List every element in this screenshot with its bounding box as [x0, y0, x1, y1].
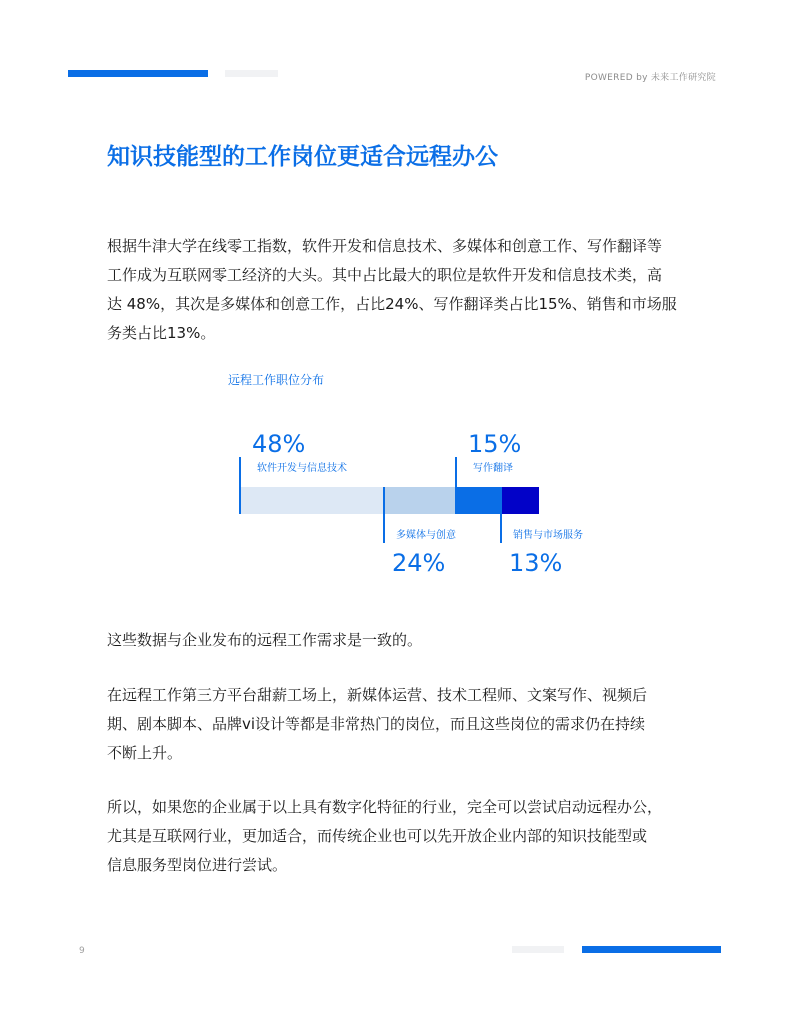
value-label-multimedia: 24%: [392, 549, 446, 577]
paragraph-line: 务类占比13%。: [107, 324, 216, 342]
conclusion-paragraph: [107, 793, 697, 880]
value-label-software: 48%: [252, 430, 306, 458]
paragraph-line: 根据牛津大学在线零工指数，软件开发和信息技术、多媒体和创意工作、写作翻译等: [107, 237, 663, 255]
footer-accent-bar: [582, 946, 721, 953]
tick-multimedia: [383, 487, 385, 543]
powered-by-text: POWERED by 未来工作研究院: [584, 73, 716, 83]
bar-segment-multimedia: [383, 487, 455, 514]
intro-paragraph: [107, 232, 697, 348]
chart-title: 远程工作职位分布: [228, 373, 325, 387]
paragraph-line: 达 48%，其次是多媒体和创意工作，占比24%、写作翻译类占比15%、销售和市场服: [107, 295, 677, 313]
header-muted-bar: [225, 70, 278, 77]
category-label-sales: 销售与市场服务: [513, 530, 583, 541]
bar-segment-software: [239, 487, 383, 514]
platform-paragraph: [107, 681, 697, 768]
tick-sales: [500, 487, 502, 543]
header-accent-bar: [68, 70, 208, 77]
category-label-multimedia: 多媒体与创意: [396, 530, 456, 541]
paragraph-line: 不断上升。: [107, 744, 183, 762]
bar-segment-sales: [500, 487, 539, 514]
tick-software: [239, 457, 241, 514]
value-label-writing: 15%: [468, 430, 522, 458]
paragraph-line: 所以，如果您的企业属于以上具有数字化特征的行业，完全可以尝试启动远程办公，: [107, 798, 663, 816]
category-label-writing: 写作翻译: [473, 463, 513, 474]
value-label-sales: 13%: [509, 549, 563, 577]
paragraph-line: 尤其是互联网行业，更加适合，而传统企业也可以先开放企业内部的知识技能型或: [107, 827, 648, 845]
page-number: 9: [79, 946, 85, 956]
category-label-software: 软件开发与信息技术: [257, 463, 347, 474]
footer-muted-bar: [512, 946, 564, 953]
paragraph-line: 在远程工作第三方平台甜薪工场上，新媒体运营、技术工程师、文案写作、视频后: [107, 686, 648, 704]
consistency-paragraph: 这些数据与企业发布的远程工作需求是一致的。: [107, 631, 423, 649]
paragraph-line: 工作成为互联网零工经济的大头。其中占比最大的职位是软件开发和信息技术类，高: [107, 266, 663, 284]
bar-segment-writing: [455, 487, 500, 514]
page-title: 知识技能型的工作岗位更适合远程办公: [107, 144, 498, 170]
tick-writing: [455, 457, 457, 514]
paragraph-line: 期、剧本脚本、品牌vi设计等都是非常热门的岗位，而且这些岗位的需求仍在持续: [107, 715, 646, 733]
paragraph-line: 信息服务型岗位进行尝试。: [107, 856, 288, 874]
